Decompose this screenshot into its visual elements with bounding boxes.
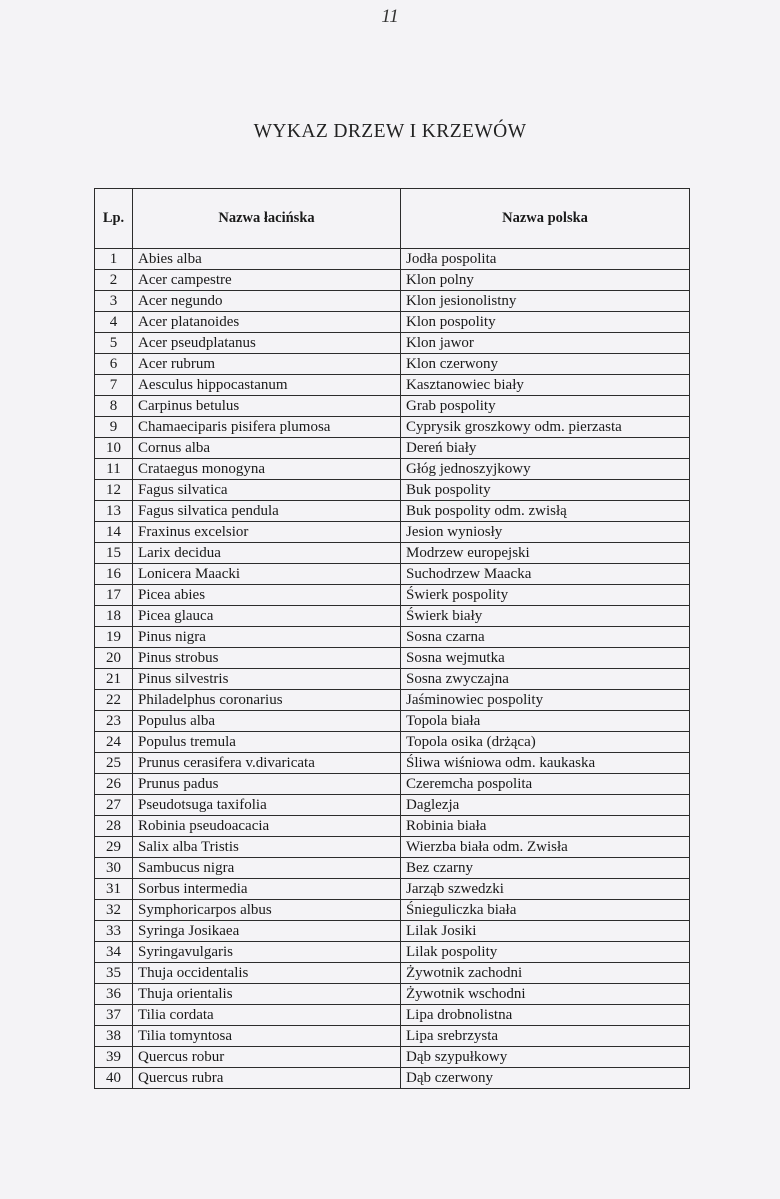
table-row: [95, 501, 690, 522]
latin-name: Acer negundo: [133, 291, 401, 312]
polish-name: Dąb szypułkowy: [401, 1047, 690, 1068]
latin-name: Picea abies: [133, 585, 401, 606]
table-row: [95, 963, 690, 984]
polish-name: Świerk biały: [401, 606, 690, 627]
row-number: 7: [95, 375, 133, 396]
latin-name: Picea glauca: [133, 606, 401, 627]
polish-name: Topola biała: [401, 711, 690, 732]
latin-name: Abies alba: [133, 249, 401, 270]
row-number: 8: [95, 396, 133, 417]
polish-name: Sosna czarna: [401, 627, 690, 648]
latin-name: Larix decidua: [133, 543, 401, 564]
table-row: [95, 795, 690, 816]
row-number: 27: [95, 795, 133, 816]
table-row: [95, 480, 690, 501]
latin-name: Robinia pseudoacacia: [133, 816, 401, 837]
polish-name: Lipa drobnolistna: [401, 1005, 690, 1026]
row-number: 28: [95, 816, 133, 837]
table-row: [95, 270, 690, 291]
table-row: [95, 921, 690, 942]
table-row: [95, 333, 690, 354]
polish-name: Jarząb szwedzki: [401, 879, 690, 900]
table-row: [95, 606, 690, 627]
table-row: [95, 312, 690, 333]
table-row: [95, 291, 690, 312]
table-row: [95, 1068, 690, 1089]
row-number: 11: [95, 459, 133, 480]
row-number: 19: [95, 627, 133, 648]
latin-name: Pinus strobus: [133, 648, 401, 669]
latin-name: Fagus silvatica: [133, 480, 401, 501]
polish-name: Dąb czerwony: [401, 1068, 690, 1089]
polish-name: Robinia biała: [401, 816, 690, 837]
latin-name: Pseudotsuga taxifolia: [133, 795, 401, 816]
latin-name: Thuja occidentalis: [133, 963, 401, 984]
polish-name: Buk pospolity odm. zwisłą: [401, 501, 690, 522]
polish-name: Sosna zwyczajna: [401, 669, 690, 690]
row-number: 34: [95, 942, 133, 963]
polish-name: Jaśminowiec pospolity: [401, 690, 690, 711]
table-row: [95, 816, 690, 837]
table-row: [95, 732, 690, 753]
header-lp: Lp.: [95, 189, 133, 249]
table-row: [95, 1005, 690, 1026]
latin-name: Sambucus nigra: [133, 858, 401, 879]
document-title: WYKAZ DRZEW I KRZEWÓW: [253, 121, 527, 142]
polish-name: Bez czarny: [401, 858, 690, 879]
latin-name: Prunus padus: [133, 774, 401, 795]
polish-name: Daglezja: [401, 795, 690, 816]
table-row: [95, 690, 690, 711]
table-body: [95, 249, 690, 1089]
latin-name: Quercus robur: [133, 1047, 401, 1068]
table-row: [95, 669, 690, 690]
latin-name: Pinus silvestris: [133, 669, 401, 690]
table-row: [95, 396, 690, 417]
table-row: [95, 711, 690, 732]
latin-name: Tilia cordata: [133, 1005, 401, 1026]
latin-name: Populus alba: [133, 711, 401, 732]
latin-name: Cornus alba: [133, 438, 401, 459]
latin-name: Acer platanoides: [133, 312, 401, 333]
row-number: 17: [95, 585, 133, 606]
polish-name: Żywotnik zachodni: [401, 963, 690, 984]
row-number: 37: [95, 1005, 133, 1026]
table-row: [95, 774, 690, 795]
polish-name: Topola osika (drżąca): [401, 732, 690, 753]
table-row: [95, 942, 690, 963]
polish-name: Śnieguliczka biała: [401, 900, 690, 921]
polish-name: Głóg jednoszyjkowy: [401, 459, 690, 480]
table-row: [95, 858, 690, 879]
polish-name: Dereń biały: [401, 438, 690, 459]
row-number: 3: [95, 291, 133, 312]
polish-name: Cyprysik groszkowy odm. pierzasta: [401, 417, 690, 438]
row-number: 38: [95, 1026, 133, 1047]
polish-name: Klon jawor: [401, 333, 690, 354]
table-row: [95, 522, 690, 543]
polish-name: Lilak pospolity: [401, 942, 690, 963]
row-number: 30: [95, 858, 133, 879]
row-number: 13: [95, 501, 133, 522]
page-number: 11: [381, 6, 399, 27]
polish-name: Lilak Josiki: [401, 921, 690, 942]
latin-name: Acer rubrum: [133, 354, 401, 375]
table-row: [95, 648, 690, 669]
latin-name: Fagus silvatica pendula: [133, 501, 401, 522]
polish-name: Lipa srebrzysta: [401, 1026, 690, 1047]
polish-name: Śliwa wiśniowa odm. kaukaska: [401, 753, 690, 774]
latin-name: Syringavulgaris: [133, 942, 401, 963]
polish-name: Żywotnik wschodni: [401, 984, 690, 1005]
row-number: 9: [95, 417, 133, 438]
latin-name: Prunus cerasifera v.divaricata: [133, 753, 401, 774]
row-number: 6: [95, 354, 133, 375]
latin-name: Sorbus intermedia: [133, 879, 401, 900]
latin-name: Crataegus monogyna: [133, 459, 401, 480]
row-number: 26: [95, 774, 133, 795]
row-number: 31: [95, 879, 133, 900]
row-number: 14: [95, 522, 133, 543]
latin-name: Aesculus hippocastanum: [133, 375, 401, 396]
latin-name: Acer campestre: [133, 270, 401, 291]
row-number: 40: [95, 1068, 133, 1089]
polish-name: Wierzba biała odm. Zwisła: [401, 837, 690, 858]
row-number: 35: [95, 963, 133, 984]
polish-name: Suchodrzew Maacka: [401, 564, 690, 585]
latin-name: Lonicera Maacki: [133, 564, 401, 585]
row-number: 29: [95, 837, 133, 858]
row-number: 25: [95, 753, 133, 774]
row-number: 10: [95, 438, 133, 459]
polish-name: Jodła pospolita: [401, 249, 690, 270]
table-row: [95, 459, 690, 480]
table-row: [95, 984, 690, 1005]
table-header-row: [95, 189, 690, 249]
row-number: 4: [95, 312, 133, 333]
latin-name: Pinus nigra: [133, 627, 401, 648]
polish-name: Czeremcha pospolita: [401, 774, 690, 795]
latin-name: Fraxinus excelsior: [133, 522, 401, 543]
table-row: [95, 837, 690, 858]
polish-name: Świerk pospolity: [401, 585, 690, 606]
polish-name: Modrzew europejski: [401, 543, 690, 564]
row-number: 24: [95, 732, 133, 753]
row-number: 32: [95, 900, 133, 921]
table-row: [95, 417, 690, 438]
tree-list-table: [94, 188, 690, 1089]
row-number: 12: [95, 480, 133, 501]
row-number: 23: [95, 711, 133, 732]
row-number: 21: [95, 669, 133, 690]
table-row: [95, 438, 690, 459]
row-number: 39: [95, 1047, 133, 1068]
table-row: [95, 543, 690, 564]
table-row: [95, 753, 690, 774]
latin-name: Chamaeciparis pisifera plumosa: [133, 417, 401, 438]
row-number: 33: [95, 921, 133, 942]
latin-name: Symphoricarpos albus: [133, 900, 401, 921]
table-row: [95, 564, 690, 585]
table-row: [95, 585, 690, 606]
latin-name: Carpinus betulus: [133, 396, 401, 417]
table-row: [95, 249, 690, 270]
polish-name: Sosna wejmutka: [401, 648, 690, 669]
row-number: 2: [95, 270, 133, 291]
table-row: [95, 1026, 690, 1047]
row-number: 16: [95, 564, 133, 585]
polish-name: Kasztanowiec biały: [401, 375, 690, 396]
latin-name: Philadelphus coronarius: [133, 690, 401, 711]
latin-name: Acer pseudplatanus: [133, 333, 401, 354]
latin-name: Quercus rubra: [133, 1068, 401, 1089]
row-number: 36: [95, 984, 133, 1005]
latin-name: Thuja orientalis: [133, 984, 401, 1005]
latin-name: Syringa Josikaea: [133, 921, 401, 942]
polish-name: Klon polny: [401, 270, 690, 291]
polish-name: Grab pospolity: [401, 396, 690, 417]
polish-name: Klon pospolity: [401, 312, 690, 333]
latin-name: Salix alba Tristis: [133, 837, 401, 858]
header-polish-name: Nazwa polska: [401, 189, 690, 249]
row-number: 15: [95, 543, 133, 564]
row-number: 18: [95, 606, 133, 627]
row-number: 5: [95, 333, 133, 354]
table-row: [95, 900, 690, 921]
latin-name: Tilia tomyntosa: [133, 1026, 401, 1047]
latin-name: Populus tremula: [133, 732, 401, 753]
row-number: 22: [95, 690, 133, 711]
polish-name: Klon jesionolistny: [401, 291, 690, 312]
polish-name: Jesion wyniosły: [401, 522, 690, 543]
table-row: [95, 375, 690, 396]
row-number: 20: [95, 648, 133, 669]
table-row: [95, 1047, 690, 1068]
header-latin-name: Nazwa łacińska: [133, 189, 401, 249]
table-row: [95, 627, 690, 648]
table-row: [95, 354, 690, 375]
polish-name: Buk pospolity: [401, 480, 690, 501]
row-number: 1: [95, 249, 133, 270]
polish-name: Klon czerwony: [401, 354, 690, 375]
table-row: [95, 879, 690, 900]
